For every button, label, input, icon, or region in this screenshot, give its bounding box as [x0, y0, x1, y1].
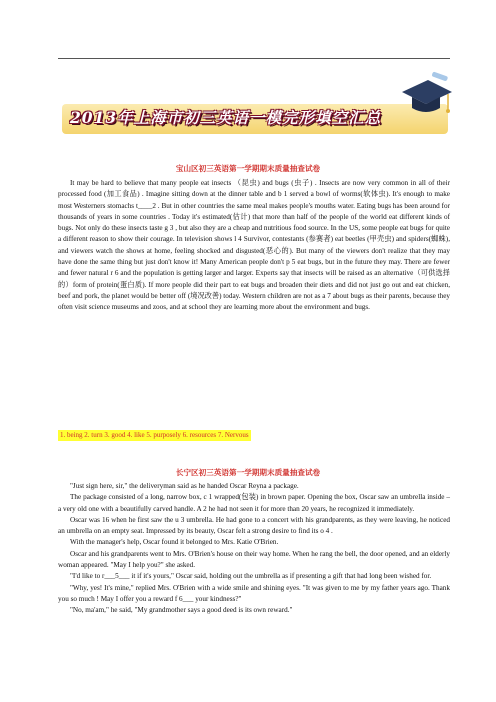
paragraph: "I'd like to r___5___ it if it's yours," Oscar said, holding out the umbrella as if presenting a gift that had long been wished for. — [70, 572, 432, 581]
paragraph: "No, ma'am," he said, "My grandmother says a good deed is its own reward." — [70, 606, 293, 615]
paragraph: The package consisted of a long, narrow box, c 1 wrapped(包装) in brown paper. Opening the box, Oscar saw an umbrella inside – a very old one with a beautifully carved handle. A 2 he had not seen it for more than 20 years, he recognized it immediately. — [58, 493, 450, 513]
banner-title: 2013年上海市初三英语一模完形填空汇总 — [70, 108, 382, 127]
passage-baoshan — [58, 178, 450, 314]
answer-key-baoshan: 1. being 2. turn 3. good 4. like 5. purposely 6. resources 7. Nervous — [60, 431, 249, 439]
title-banner — [62, 96, 448, 144]
paragraph: "Just sign here, sir," the deliveryman said as he handed Oscar Reyna a package. — [70, 482, 299, 490]
section-title-changning: 长宁区初三英语第一学期期末质量抽查试卷 — [175, 468, 321, 477]
section-title-baoshan: 宝山区初三英语第一学期期末质量抽查试卷 — [175, 164, 321, 173]
passage-changning — [58, 481, 450, 617]
paragraph: With the manager's help, Oscar found it belonged to Mrs. Katie O'Brien. — [70, 538, 279, 547]
header-rule — [58, 58, 450, 59]
passage-baoshan-text: It may be hard to believe that many people eat insects （昆虫) and bugs (虫子) . Insects are now very common in all of their processed food (加工食品) . Imagine sitting down at the dinner table and b 1 served a bowl of worms(软体虫). It's enough to make most Westerners stomachs t____2 . But in other countries the same meal makes people's mouths water. Eating bugs has been around for thousands of years in some countries . Today it's estimated(估计) that more than half of the people of the world eat different kinds of bugs. Not only do these insects taste g 3 , but also they are a cheap and nutritious food source. In the US, some people eat bugs for quite a different reason to show their courage. In television shows l 4 Survivor, contestants (参赛者) eat beetles (甲壳虫) and spiders(蜘蛛), and viewers watch the shows at home, feeling shocked and disgusted(恶心的). But many of the viewers don't realize that they may have done the same thing but just don't know it! Many American people don't p 5 eat bugs, but in the future they may. There are fewer and fewer natural r 6 and the population is getting larger and larger. Experts say that insects will be raised as an alternative（可供选择的）form of protein(蛋白质). If more people did their part to eat bugs and broaden their diets and did not just go out and eat chicken, beef and pork, the planet would be better off (境况改善) today. Western children are not as a 7 about bugs as their parents, because they often visit science museums and zoos, and at school they are learning more about the environment and bugs. — [58, 179, 450, 312]
paragraph: Oscar and his grandparents went to Mrs. O'Brien's house on their way home. When he rang the bell, the door opened, and an elderly woman appeared. "May I help you?" she asked. — [58, 549, 450, 570]
graduation-cap-icon — [398, 70, 454, 122]
paragraph: Oscar was 16 when he first saw the u 3 umbrella. He had gone to a concert with his grandparents, as they were leaving, he noticed an umbrella on an empty seat. Impressed by its beauty, Oscar felt a strong desire to find its o 4 . — [58, 515, 450, 536]
paragraph: "Why, yes! It's mine," replied Mrs. O'Brien with a wide smile and shining eyes. "It was given to me by my father years ago. Thank you so much ! May I offer you a reward f 6___ your kindness?" — [58, 583, 450, 603]
